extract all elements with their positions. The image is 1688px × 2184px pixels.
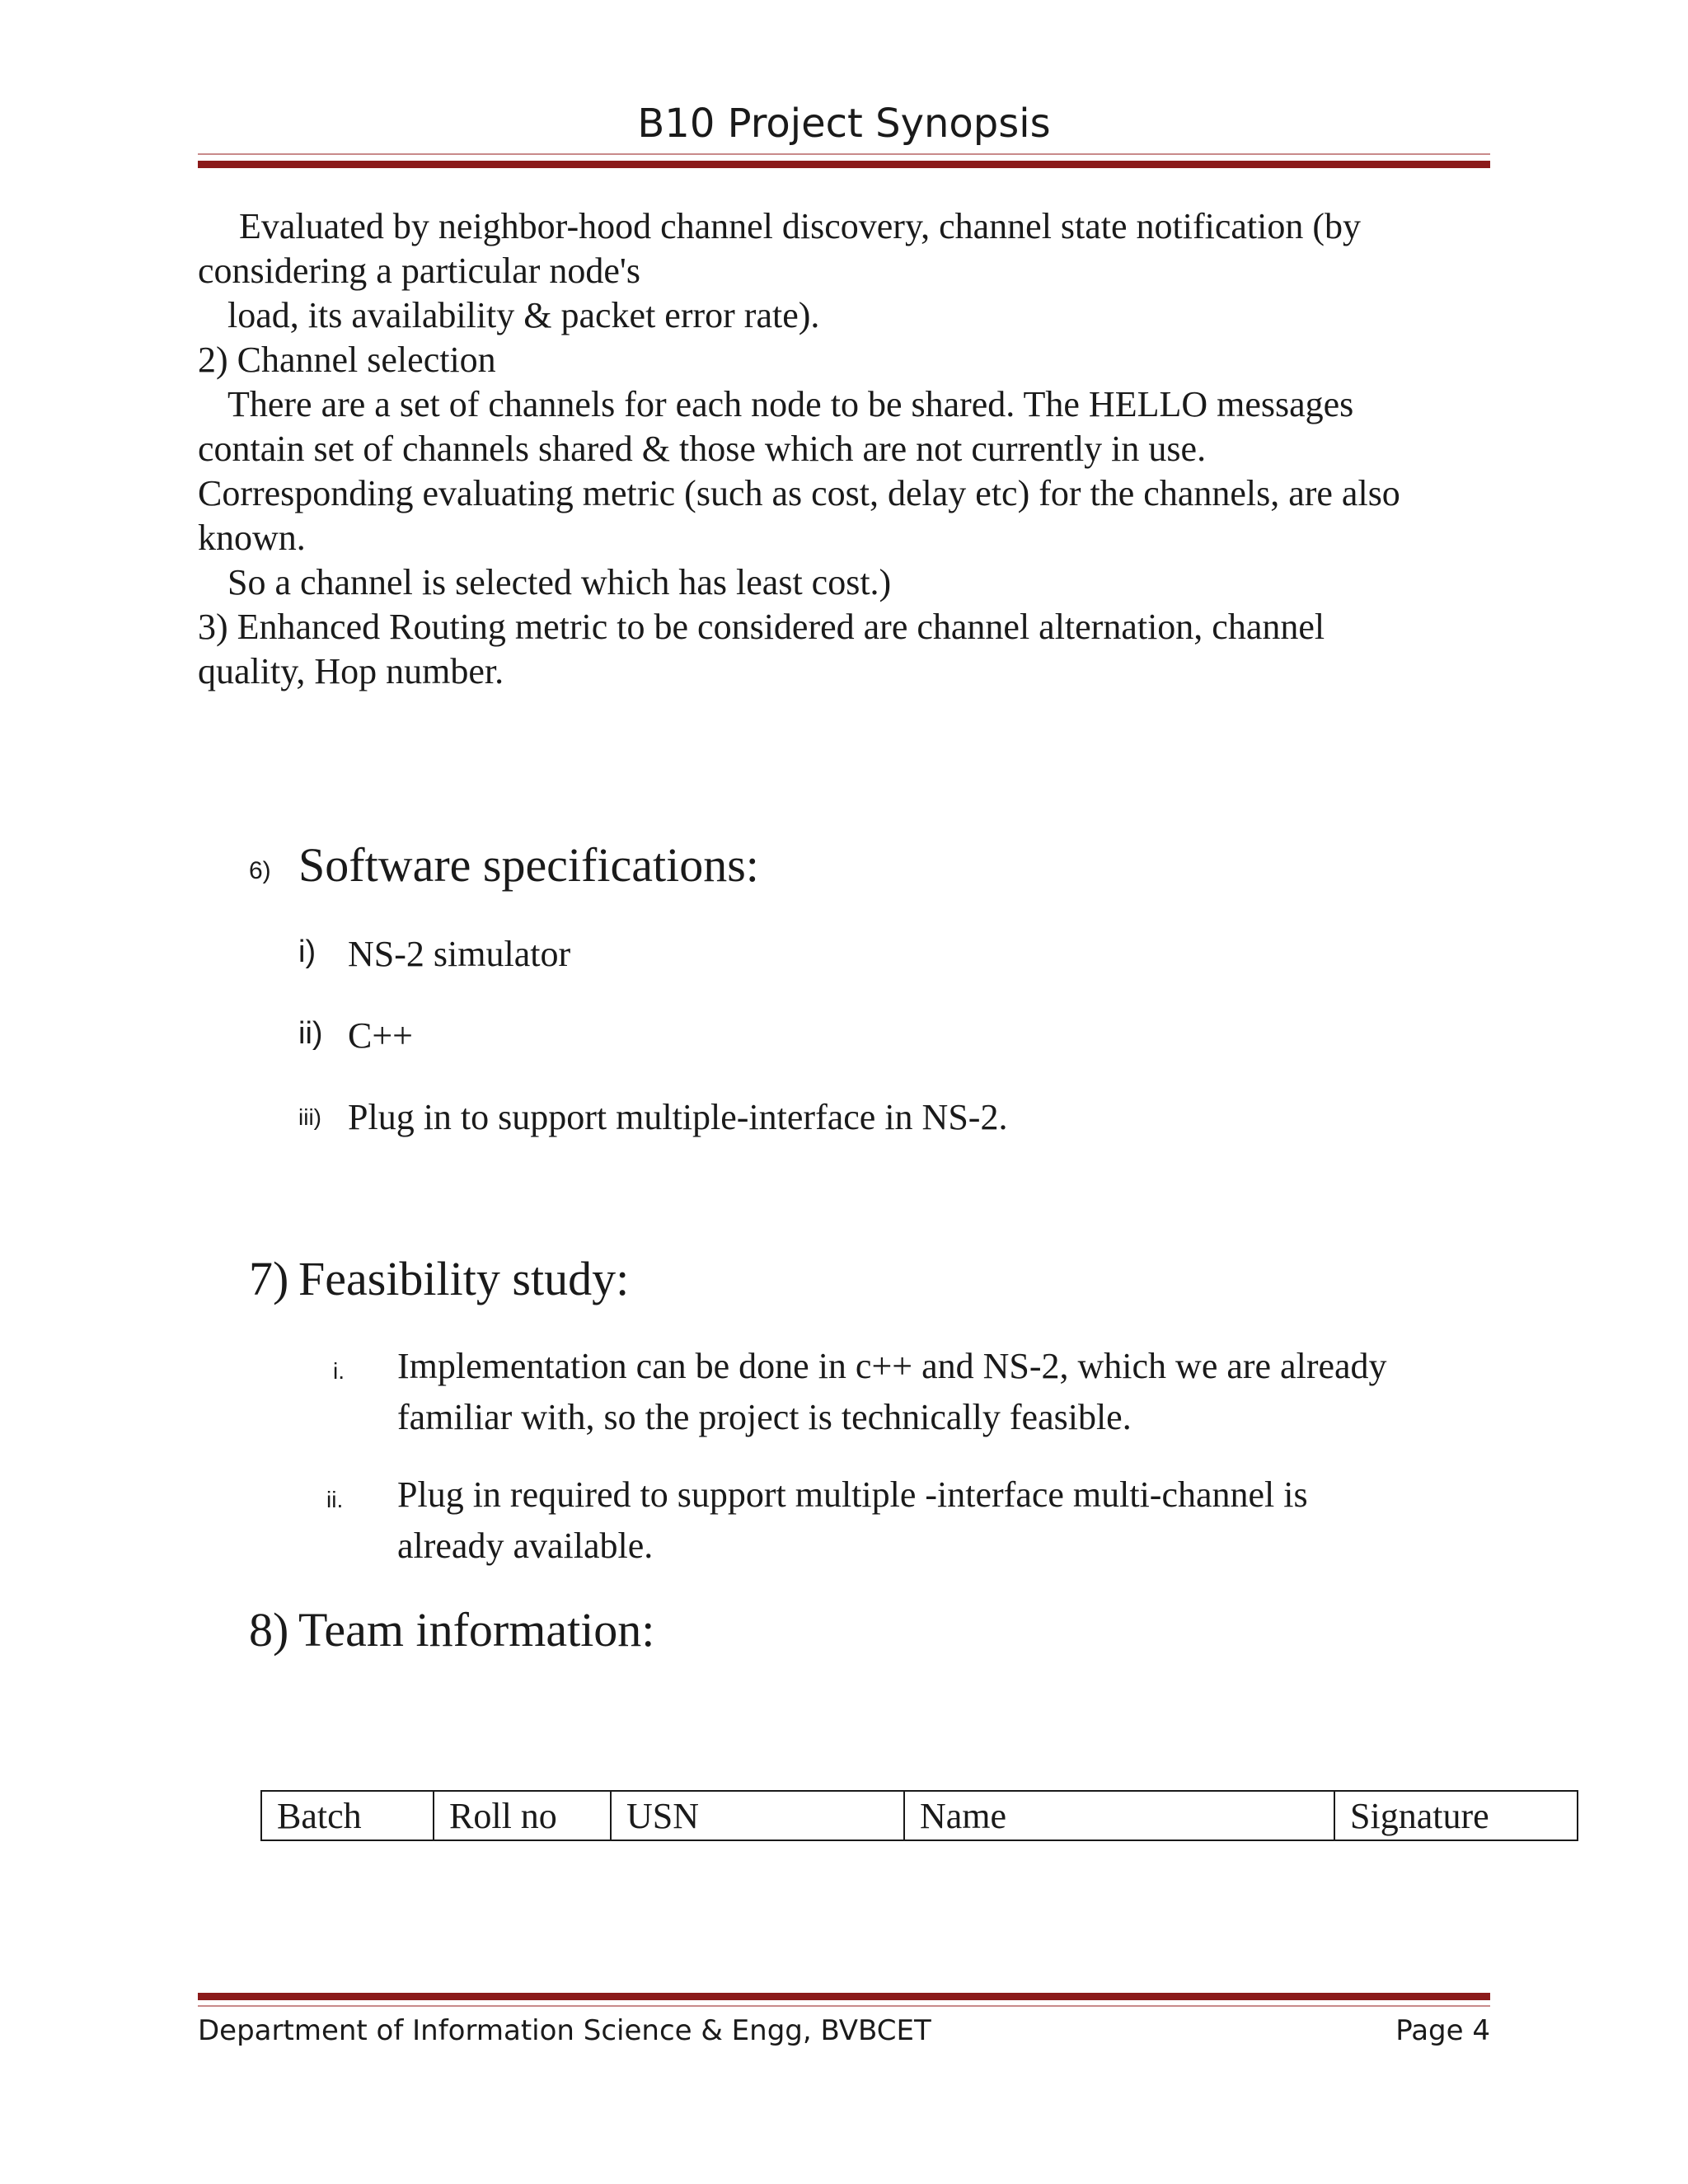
- header-rule-thick: [198, 161, 1490, 168]
- table-header-cell: Roll no: [434, 1791, 611, 1840]
- body-line: considering a particular node's: [198, 251, 640, 291]
- page-header-title: B10 Project Synopsis: [637, 101, 1051, 147]
- body-line: Corresponding evaluating metric (such as cost, delay etc) for the channels, are also: [198, 473, 1400, 513]
- section-heading-feasibility: Feasibility study:: [298, 1252, 630, 1305]
- body-line: load, its availability & packet error rate).: [227, 295, 820, 335]
- body-line: 2) Channel selection: [198, 340, 496, 380]
- list-item-text: Plug in required to support multiple -interface multi-channel is: [397, 1474, 1308, 1515]
- body-line: quality, Hop number.: [198, 651, 504, 691]
- list-item-text: Implementation can be done in c++ and NS-2, which we are already: [397, 1346, 1387, 1386]
- team-table: [260, 1790, 1578, 1841]
- section-number: 7): [249, 1252, 289, 1305]
- list-item-text: Plug in to support multiple-interface in NS-2.: [348, 1097, 1008, 1137]
- header-rule-thin: [198, 153, 1490, 155]
- section-number: 8): [249, 1603, 289, 1657]
- table-header-cell: Signature: [1334, 1791, 1578, 1840]
- body-line: known.: [198, 518, 306, 558]
- body-line: 3) Enhanced Routing metric to be considered are channel alternation, channel: [198, 607, 1325, 647]
- list-item-number: i.: [333, 1358, 345, 1384]
- section-heading-team: Team information:: [298, 1603, 655, 1657]
- body-line: Evaluated by neighbor-hood channel discovery, channel state notification (by: [239, 206, 1362, 246]
- footer-page-number: Page 4: [1395, 2014, 1490, 2047]
- table-row: [261, 1791, 1578, 1840]
- table-header-cell: USN: [611, 1791, 904, 1840]
- list-item-number: ii): [298, 1016, 323, 1051]
- list-item-text: already available.: [397, 1526, 654, 1566]
- table-header-cell: Name: [904, 1791, 1334, 1840]
- list-item-number: i): [298, 935, 316, 969]
- list-item-text: C++: [348, 1015, 413, 1056]
- table-header-cell: Batch: [261, 1791, 434, 1840]
- footer-department: Department of Information Science & Engg, BVBCET: [198, 2014, 931, 2047]
- footer-rule-thin: [198, 2005, 1490, 2007]
- body-line: So a channel is selected which has least cost.): [227, 562, 892, 602]
- list-item-text: familiar with, so the project is technically feasible.: [397, 1397, 1132, 1437]
- list-item-number: iii): [298, 1104, 321, 1130]
- body-line: There are a set of channels for each node to be shared. The HELLO messages: [227, 384, 1354, 424]
- body-line: contain set of channels shared & those which are not currently in use.: [198, 429, 1207, 469]
- list-item-number: ii.: [326, 1487, 344, 1512]
- section-number: 6): [249, 857, 271, 884]
- list-item-text: NS-2 simulator: [348, 934, 571, 974]
- footer-rule-thick: [198, 1993, 1490, 2000]
- section-heading-software: Software specifications:: [298, 838, 759, 892]
